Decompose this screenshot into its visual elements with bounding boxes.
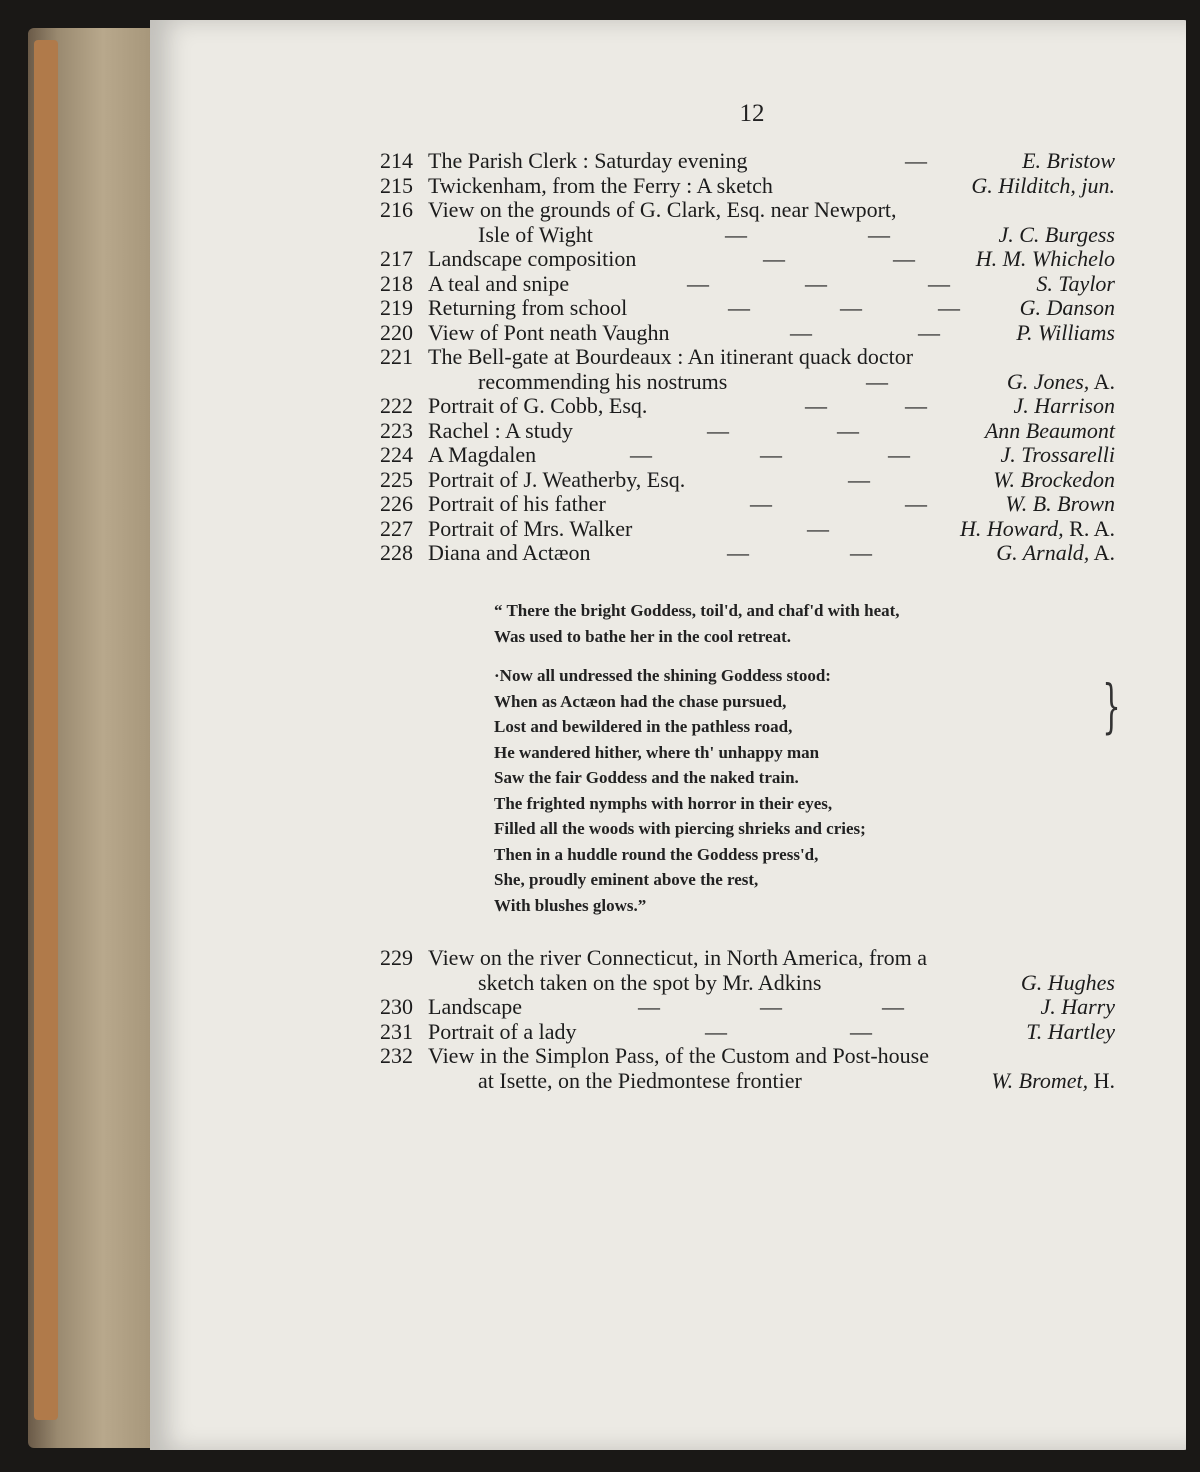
artist-name: G. Arnald, bbox=[996, 540, 1090, 565]
artist-name: E. Bristow bbox=[1022, 148, 1115, 173]
catalogue-entry-line bbox=[380, 442, 1115, 467]
catalogue-entry-line bbox=[380, 491, 1115, 516]
entry-artist bbox=[991, 1068, 1115, 1094]
entry-title: A teal and snipe bbox=[428, 270, 570, 296]
leader-dash: — bbox=[728, 295, 750, 320]
artist-name: Ann Beaumont bbox=[984, 417, 1115, 443]
catalogue-entry-line bbox=[380, 222, 1115, 247]
catalogue-entry-line bbox=[380, 173, 1115, 198]
leader-dash: — bbox=[790, 319, 812, 345]
artist-name: H. Howard, bbox=[959, 515, 1064, 541]
entry-artist bbox=[996, 540, 1115, 566]
artist-name: P. Williams bbox=[1016, 319, 1115, 345]
entry-number: 227 bbox=[380, 515, 413, 541]
poem-line: With blushes glows.” bbox=[494, 895, 647, 915]
entry-artist bbox=[1026, 1019, 1115, 1045]
entry-title: The Parish Clerk : Saturday evening bbox=[428, 148, 748, 173]
entry-number: 214 bbox=[380, 148, 413, 173]
entry-artist bbox=[1000, 442, 1115, 468]
leader-dash: — bbox=[807, 515, 829, 541]
leader-dash: — bbox=[840, 295, 862, 320]
artist-name: T. Hartley bbox=[1026, 1018, 1115, 1044]
artist-name: H. M. Whichelo bbox=[975, 246, 1115, 271]
catalogue-entry-line bbox=[380, 945, 1115, 970]
entry-number: 232 bbox=[380, 1043, 413, 1068]
entry-title: at Isette, on the Piedmontese frontier bbox=[478, 1067, 802, 1093]
leader-dash: — bbox=[918, 319, 940, 345]
entry-title: Landscape composition bbox=[428, 246, 637, 271]
entry-number: 216 bbox=[380, 197, 413, 222]
artist-suffix: A. bbox=[1089, 540, 1115, 565]
entry-artist bbox=[1014, 393, 1115, 419]
leader-dash: — bbox=[638, 994, 660, 1019]
poem-line: He wandered hither, where th' unhappy man bbox=[494, 742, 820, 762]
catalogue-entries bbox=[380, 148, 1115, 565]
stanza-gap bbox=[494, 652, 1014, 666]
leader-dash: — bbox=[882, 994, 904, 1019]
artist-suffix: H. bbox=[1088, 1067, 1115, 1093]
catalogue-entry-line bbox=[380, 418, 1115, 443]
artist-name: W. Bromet, bbox=[991, 1067, 1089, 1093]
entry-title: Portrait of a lady bbox=[428, 1018, 577, 1044]
artist-name: J. Harrison bbox=[1013, 393, 1115, 418]
entry-title: Portrait of his father bbox=[428, 491, 606, 516]
entry-title: Diana and Actæon bbox=[428, 540, 591, 565]
catalogue-entry-line bbox=[380, 393, 1115, 418]
poem-line: Was used to bathe her in the cool retreat. bbox=[494, 626, 792, 646]
leader-dash: — bbox=[707, 417, 729, 443]
entry-number: 229 bbox=[380, 945, 413, 970]
entry-title: sketch taken on the spot by Mr. Adkins bbox=[478, 969, 822, 995]
catalogue-entry-line bbox=[380, 516, 1115, 541]
artist-name: G. Jones, bbox=[1006, 368, 1090, 394]
entry-number: 230 bbox=[380, 994, 413, 1019]
entry-number: 220 bbox=[380, 319, 413, 345]
leader-dash: — bbox=[848, 466, 870, 492]
leader-dash: — bbox=[725, 221, 747, 247]
artist-name: G. Danson bbox=[1019, 295, 1115, 320]
entry-artist bbox=[985, 418, 1115, 444]
entry-number: 224 bbox=[380, 442, 413, 467]
artist-name: W. Brockedon bbox=[993, 466, 1115, 492]
artist-suffix: A. bbox=[1089, 368, 1115, 394]
entry-title: Portrait of G. Cobb, Esq. bbox=[428, 393, 648, 418]
entry-artist bbox=[1040, 994, 1115, 1020]
leader-dash: — bbox=[905, 148, 927, 173]
entry-title: View of Pont neath Vaughn bbox=[428, 319, 670, 345]
background-edge bbox=[1186, 0, 1200, 1472]
catalogue-entry-line bbox=[380, 148, 1115, 173]
leader-dash: — bbox=[805, 393, 827, 418]
artist-suffix: R. A. bbox=[1063, 515, 1115, 541]
entry-title: View on the river Connecticut, in North America, from a bbox=[428, 945, 928, 970]
leader-dash: — bbox=[763, 246, 785, 271]
entry-number: 222 bbox=[380, 393, 413, 418]
entry-number: 215 bbox=[380, 172, 413, 198]
brace-mark: } bbox=[1102, 672, 1121, 740]
entry-artist bbox=[971, 173, 1115, 199]
artist-name: J. Trossarelli bbox=[1000, 442, 1115, 467]
leader-dash: — bbox=[850, 540, 872, 565]
poem-line: The frighted nymphs with horror in their eyes, bbox=[494, 793, 833, 813]
entry-number: 226 bbox=[380, 491, 413, 516]
entry-title: Landscape bbox=[428, 994, 523, 1019]
leader-dash: — bbox=[805, 270, 827, 296]
artist-name: S. Taylor bbox=[1036, 270, 1115, 296]
page-number: 12 bbox=[739, 100, 765, 127]
entry-number: 217 bbox=[380, 246, 413, 271]
book-cover bbox=[34, 40, 58, 1420]
leader-dash: — bbox=[850, 1018, 872, 1044]
leader-dash: — bbox=[868, 221, 890, 247]
artist-name: G. Hughes bbox=[1020, 969, 1115, 995]
leader-dash: — bbox=[905, 491, 927, 516]
catalogue-entry-line bbox=[380, 369, 1115, 394]
leader-dash: — bbox=[705, 1018, 727, 1044]
leader-dash: — bbox=[760, 994, 782, 1019]
entry-artist bbox=[1022, 148, 1115, 174]
entry-artist bbox=[1021, 970, 1115, 996]
leader-dash: — bbox=[750, 491, 772, 516]
catalogue-entry-line bbox=[380, 1043, 1115, 1068]
leader-dash: — bbox=[630, 442, 652, 467]
entry-artist bbox=[998, 222, 1115, 248]
leader-dash: — bbox=[938, 295, 960, 320]
artist-name: G. Hilditch, jun. bbox=[971, 172, 1115, 198]
catalogue-entry-line bbox=[380, 246, 1115, 271]
leader-dash: — bbox=[888, 442, 910, 467]
entry-number: 219 bbox=[380, 295, 413, 320]
poem-line: Filled all the woods with piercing shrieks and cries; bbox=[494, 819, 866, 838]
entry-artist bbox=[1007, 369, 1115, 395]
entry-artist bbox=[960, 516, 1115, 542]
leader-dash: — bbox=[687, 270, 709, 296]
entry-title: Rachel : A study bbox=[428, 417, 573, 443]
leader-dash: — bbox=[727, 540, 749, 565]
entry-title: Returning from school bbox=[428, 295, 628, 320]
entry-artist bbox=[1005, 491, 1115, 517]
catalogue-entry-line bbox=[380, 271, 1115, 296]
leader-dash: — bbox=[866, 368, 888, 394]
poem-line: She, proudly eminent above the rest, bbox=[494, 870, 759, 889]
entry-number: 223 bbox=[380, 417, 413, 443]
leader-dash: — bbox=[760, 442, 782, 467]
entry-title: Isle of Wight bbox=[478, 221, 593, 247]
entry-title: Portrait of J. Weatherby, Esq. bbox=[428, 466, 686, 492]
poem-line: Then in a huddle round the Goddess press'd, bbox=[494, 844, 819, 864]
catalogue-entry-line bbox=[380, 467, 1115, 492]
artist-name: W. B. Brown bbox=[1005, 491, 1115, 516]
entry-number: 225 bbox=[380, 466, 413, 492]
artist-name: J. C. Burgess bbox=[998, 221, 1115, 247]
entry-title: View in the Simplon Pass, of the Custom and Post-house bbox=[428, 1043, 930, 1068]
catalogue-entry-line bbox=[380, 1019, 1115, 1044]
catalogue-entry-line bbox=[380, 295, 1115, 320]
artist-name: J. Harry bbox=[1040, 994, 1115, 1019]
catalogue-entry-line bbox=[380, 1068, 1115, 1093]
catalogue-entry-line bbox=[380, 344, 1115, 369]
catalogue-entry-line bbox=[380, 540, 1115, 565]
entry-number: 231 bbox=[380, 1018, 413, 1044]
catalogue-entry-line bbox=[380, 197, 1115, 222]
entry-title: Twickenham, from the Ferry : A sketch bbox=[428, 172, 773, 198]
entry-title: A Magdalen bbox=[428, 442, 537, 467]
poem-line: Saw the fair Goddess and the naked train. bbox=[494, 768, 799, 787]
entry-title: The Bell-gate at Bourdeaux : An itinerant quack doctor bbox=[428, 344, 914, 369]
quoted-poem bbox=[494, 601, 1014, 921]
entry-artist bbox=[993, 467, 1115, 493]
entry-title: recommending his nostrums bbox=[478, 368, 728, 394]
entry-artist bbox=[976, 246, 1115, 272]
catalogue-entry-line bbox=[380, 970, 1115, 995]
leader-dash: — bbox=[928, 270, 950, 296]
poem-line: “ There the bright Goddess, toil'd, and chaf'd with heat, bbox=[494, 601, 900, 620]
entry-title: Portrait of Mrs. Walker bbox=[428, 515, 633, 541]
entry-number: 221 bbox=[380, 344, 413, 369]
leader-dash: — bbox=[837, 417, 859, 443]
entry-artist bbox=[1020, 295, 1115, 321]
entry-artist bbox=[1036, 271, 1115, 297]
catalogue-entries-continued bbox=[380, 945, 1115, 1092]
poem-line: ·Now all undressed the shining Goddess stood: bbox=[494, 666, 831, 685]
entry-artist bbox=[1016, 320, 1115, 346]
leader-dash: — bbox=[905, 393, 927, 418]
poem-line: Lost and bewildered in the pathless road, bbox=[494, 717, 793, 736]
entry-title: View on the grounds of G. Clark, Esq. near Newport, bbox=[428, 197, 897, 222]
entry-number: 218 bbox=[380, 270, 413, 296]
poem-line: When as Actæon had the chase pursued, bbox=[494, 691, 787, 711]
catalogue-entry-line bbox=[380, 320, 1115, 345]
leader-dash: — bbox=[893, 246, 915, 271]
entry-number: 228 bbox=[380, 540, 413, 565]
catalogue-entry-line bbox=[380, 994, 1115, 1019]
